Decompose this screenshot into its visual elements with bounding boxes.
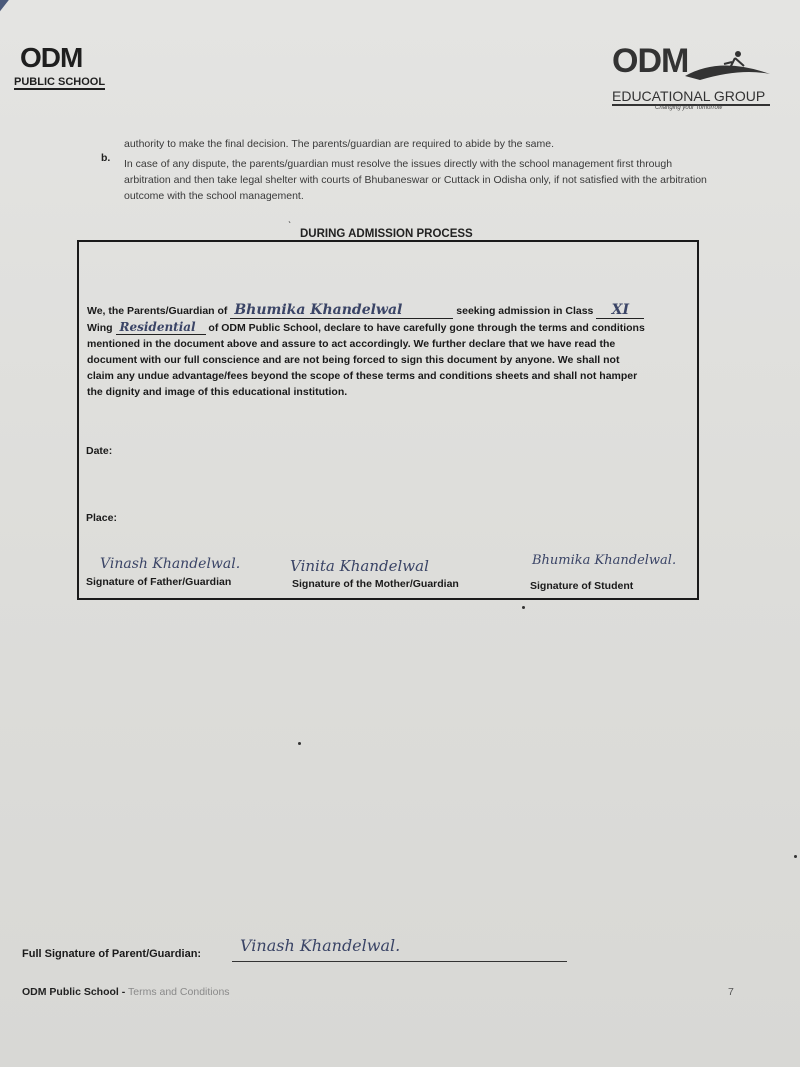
place-label: Place: xyxy=(86,512,117,524)
footer-subtitle: Terms and Conditions xyxy=(125,986,230,998)
father-signature-label: Signature of Father/Guardian xyxy=(86,576,232,588)
clause-b-text: In case of any dispute, the parents/guardian must resolve the issues directly with the school management first through arbitration and then take legal shelter with courts of Bhubaneswar or Cuttack in Odisha only, if not satisfied with the arbitration outcome with the school management. xyxy=(124,158,707,202)
section-heading: DURING ADMISSION PROCESS xyxy=(300,228,473,240)
left-logo-sub-text: PUBLIC SCHOOL xyxy=(14,76,106,88)
class-handwritten: XI xyxy=(596,302,644,319)
corner-ribbon xyxy=(0,0,68,42)
tick-mark: ˋ xyxy=(288,221,292,232)
left-logo-main: ODM xyxy=(20,42,83,73)
decl-line2-b: of ODM Public School, declare to have carefully gone through the terms and conditions xyxy=(208,322,645,334)
footer xyxy=(22,986,230,998)
speck xyxy=(794,855,797,858)
full-signature-handwritten: Vinash Khandelwal. xyxy=(240,936,401,955)
speck xyxy=(522,606,525,609)
clause-b-label: b. xyxy=(101,152,111,164)
date-label: Date: xyxy=(86,445,113,457)
footer-school: ODM Public School - xyxy=(22,986,126,998)
declaration-line-1 xyxy=(87,302,644,319)
declaration-line-4: document with our full conscience and are not being forced to sign this document by anyone. We shall not xyxy=(87,354,620,366)
mother-signature: Vinita Khandelwal xyxy=(290,557,429,575)
left-logo-sub xyxy=(14,76,105,88)
decl-line1-b: seeking admission in Class xyxy=(456,305,594,317)
declaration-box xyxy=(77,240,699,600)
full-signature-label: Full Signature of Parent/Guardian: xyxy=(22,948,202,960)
declaration-line-5: claim any undue advantage/fees beyond the scope of these terms and conditions sheets and shall not hamper xyxy=(87,370,638,382)
right-logo-sub: EDUCATIONAL GROUP xyxy=(612,88,766,104)
declaration-line-3: mentioned in the document above and assure to act accordingly. We further declare that we have read the xyxy=(87,338,616,350)
right-logo-tagline: Changing your Tomorrow xyxy=(655,105,723,111)
student-signature: Bhumika Khandelwal. xyxy=(532,553,677,568)
declaration-line-2 xyxy=(87,320,645,335)
father-signature: Vinash Khandelwal. xyxy=(100,556,241,572)
right-logo-main: ODM xyxy=(612,42,689,80)
decl-line2-a: Wing xyxy=(87,322,113,334)
runner-logo-icon xyxy=(680,46,780,86)
wing-handwritten: Residential xyxy=(116,320,206,335)
clause-a-tail: authority to make the final decision. The parents/guardian are required to abide by the same. xyxy=(124,138,554,150)
page-number: 7 xyxy=(728,986,734,998)
student-signature-label: Signature of Student xyxy=(530,580,634,592)
speck xyxy=(298,742,301,745)
student-name-handwritten: Bhumika Khandelwal xyxy=(230,302,453,319)
declaration-line-6: the dignity and image of this educational institution. xyxy=(87,386,348,398)
mother-signature-label: Signature of the Mother/Guardian xyxy=(292,578,459,590)
decl-line1-a: We, the Parents/Guardian of xyxy=(87,305,228,317)
full-signature-line xyxy=(232,961,567,962)
